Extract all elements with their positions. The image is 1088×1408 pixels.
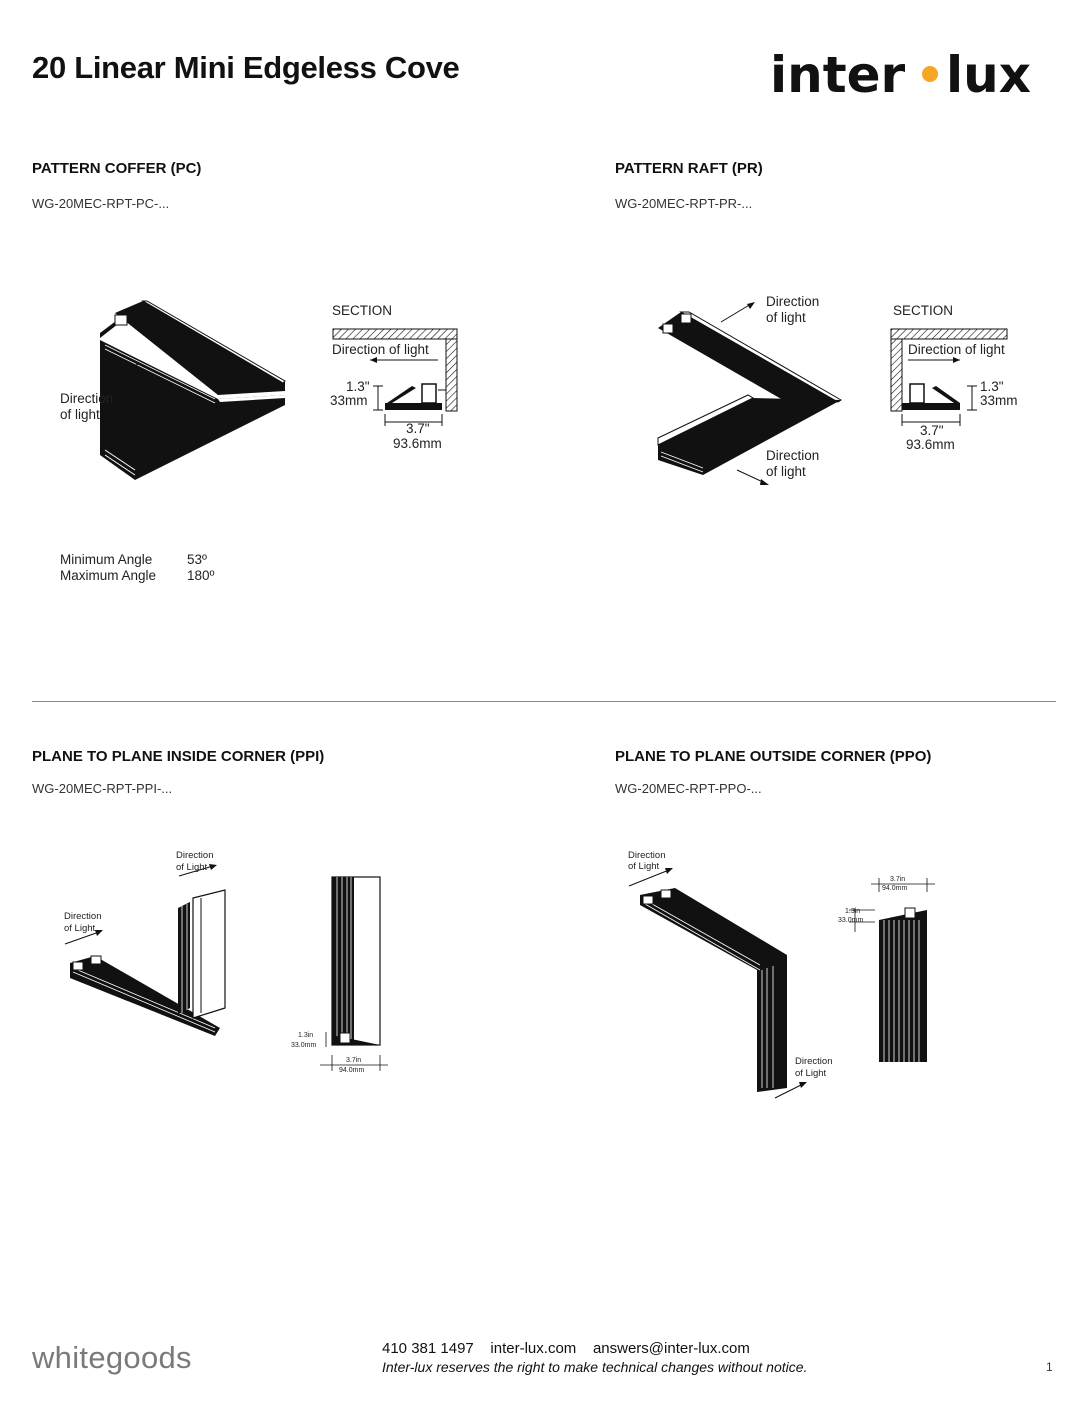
ppo-direction-a-1: Direction [628,850,666,861]
ppo-width-mm: 94.0mm [882,885,908,892]
ppo-height-in: 1.3in [845,908,861,915]
ppi-width-in: 3.7in [346,1057,362,1064]
ppo-part-number: WG-20MEC-RPT-PPO-... [615,781,762,796]
pc-angle-label-max: Maximum Angle [60,568,157,583]
ppi-part-number: WG-20MEC-RPT-PPI-... [32,781,173,796]
pr-height-in: 1.3" [980,379,1004,394]
ppo-direction-a-2: of Light [628,861,660,872]
pr-direction-bottom-1: Direction [766,448,820,463]
ppo-elevation-drawing [835,870,945,1070]
ppo-drawing [625,870,795,1100]
pr-part-number: WG-20MEC-RPT-PR-... [615,196,753,211]
pc-angle-label-min: Minimum Angle [60,552,153,567]
pc-drawing [95,295,295,485]
ppo-direction-b-2: of Light [795,1068,827,1079]
pr-section-label: SECTION [893,303,954,318]
pc-angle-value-min: 53º [187,552,207,567]
pc-section-label: SECTION [332,303,393,318]
ppi-drawing [65,868,245,1038]
pc-angle-value-max: 180º [187,568,215,583]
section-divider [32,701,1056,702]
pr-section-direction: Direction of light [908,342,1005,357]
ppi-direction-a-2: of Light [176,862,208,873]
page-title: 20 Linear Mini Edgeless Cove [32,50,460,85]
ppo-width-in: 3.7in [890,876,906,883]
pr-height-mm: 33mm [980,393,1018,408]
pc-width-mm: 93.6mm [393,436,442,451]
ppi-height-in: 1.3in [298,1032,314,1039]
footer-brand: whitegoods [32,1340,192,1375]
ppo-title: PLANE TO PLANE OUTSIDE CORNER (PPO) [615,748,932,765]
pr-direction-top-1: Direction [766,294,820,309]
pc-direction-label-1: Direction [60,391,114,406]
pr-title: PATTERN RAFT (PR) [615,160,763,177]
pc-title: PATTERN COFFER (PC) [32,160,202,177]
page-number: 1 [1046,1360,1053,1374]
pr-width-in: 3.7" [920,423,944,438]
pc-height-in: 1.3" [346,379,370,394]
ppo-height-mm: 33.0mm [838,917,864,924]
ppi-direction-b-2: of Light [64,923,96,934]
ppi-title: PLANE TO PLANE INSIDE CORNER (PPI) [32,748,325,765]
pr-direction-top-2: of light [766,310,806,325]
footer-note: Inter-lux reserves the right to make technical changes without notice. [382,1359,808,1375]
pr-width-mm: 93.6mm [906,437,955,452]
ppi-height-mm: 33.0mm [291,1042,317,1049]
logo-dot [922,66,938,82]
pr-direction-bottom-2: of light [766,464,806,479]
pc-width-in: 3.7" [406,421,430,436]
pr-drawing [653,300,853,490]
logo-text-inter: inter [770,46,906,104]
ppi-direction-b-1: Direction [64,911,102,922]
interlux-logo [770,40,1050,104]
logo-text-lux: lux [946,46,1031,104]
ppo-direction-b-1: Direction [795,1056,833,1067]
ppi-direction-a-1: Direction [176,850,214,861]
ppi-width-mm: 94.0mm [339,1067,365,1074]
footer-contact: 410 381 1497 inter-lux.com answers@inter-lux.com [382,1340,750,1357]
pc-direction-label-2: of light [60,407,100,422]
pc-part-number: WG-20MEC-RPT-PC-... [32,196,170,211]
pc-height-mm: 33mm [330,393,368,408]
pc-section-direction: Direction of light [332,342,429,357]
